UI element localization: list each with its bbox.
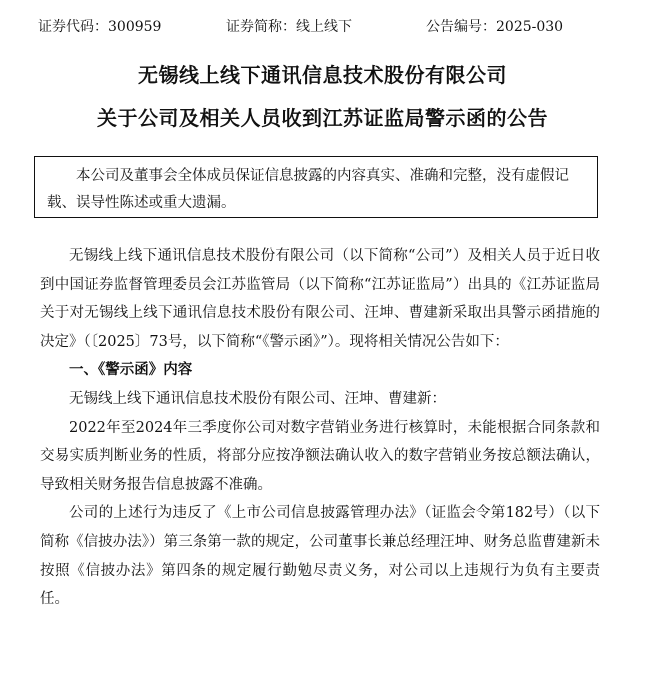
body-paragraph: 公司的上述行为违反了《上市公司信息披露管理办法》（证监会令第182号）（以下简称《信披办法》）第三条第一款的规定，公司董事长兼总经理汪坤、财务总监曹建新未按照《信披办法》第四条的规定履行勤勉尽责义务，对公司以上违规行为负有主要责任。 xyxy=(40,505,600,608)
notice-body xyxy=(40,242,600,614)
section-heading: 一、《警示函》内容 xyxy=(69,362,193,379)
stock-short-name: 证券简称：线上线下 xyxy=(226,19,352,35)
body-paragraph: 无锡线上线下通讯信息技术股份有限公司、汪坤、曹建新： xyxy=(69,390,446,407)
stock-code: 证券代码：300959 xyxy=(38,19,162,35)
body-paragraph: 2022年至2024年三季度你公司对数字营销业务进行核算时，未能根据合同条款和交易实质判断业务的性质，将部分应按净额法确认收入的数字营销业务按总额法确认，导致相关财务报告信息披露不准确。 xyxy=(40,419,600,493)
disclaimer-box: 本公司及董事会全体成员保证信息披露的内容真实、准确和完整，没有虚假记载、误导性陈述或重大遗漏。 xyxy=(34,156,598,218)
notice-title: 关于公司及相关人员收到江苏证监局警示函的公告 xyxy=(97,106,548,130)
body-paragraph: 无锡线上线下通讯信息技术股份有限公司（以下简称“公司”）及相关人员于近日收到中国证券监督管理委员会江苏监管局（以下简称“江苏证监局”）出具的《江苏证监局关于对无锡线上线下通讯信息技术股份有限公司、汪坤、曹建新采取出具警示函措施的决定》（〔2025〕73号，以下简称“《警示函》”）。现将相关情况公告如下： xyxy=(40,248,600,350)
notice-number: 公告编号：2025-030 xyxy=(426,19,564,35)
company-title: 无锡线上线下通讯信息技术股份有限公司 xyxy=(138,63,507,87)
